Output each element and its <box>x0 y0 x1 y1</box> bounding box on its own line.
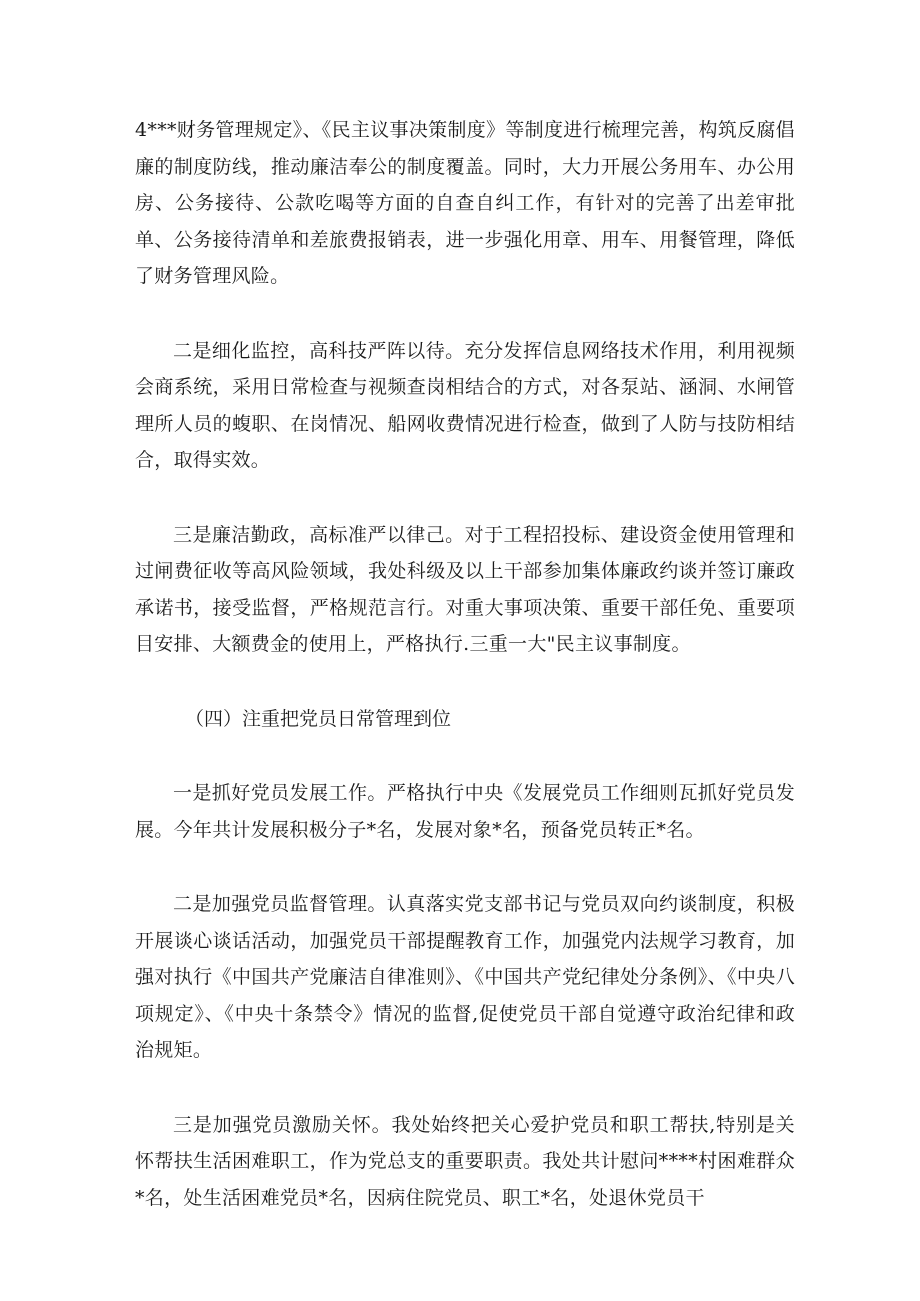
paragraph-monitoring: 二是细化监控，高科技严阵以待。充分发挥信息网络技术作用，利用视频会商系统，采用日常检查与视频查岗相结合的方式，对各泵站、涵洞、水闸管理所人员的蝮职、在岗情况、船网收费情况进行检查，做到了人防与技防相结合，取得实效。 <box>135 339 795 471</box>
paragraph-member-development: 一是抓好党员发展工作。严格执行中央《发展党员工作细则瓦抓好党员发展。今年共计发展积极分子*名，发展对象*名，预备党员转正*名。 <box>135 782 795 841</box>
paragraph-finance-rules: 4***财务管理规定》、《民主议事决策制度》等制度进行梳理完善，构筑反腐倡廉的制度防线，推动廉洁奉公的制度覆盖。同时，大力开展公务用车、办公用房、公务接待、公款吃喝等方面的自查自纠工作，有针对的完善了出差审批单、公务接待清单和差旅费报销表，进一步强化用章、用车、用餐管理，降低了财务管理风险。 <box>135 119 795 287</box>
paragraph-member-supervision: 二是加强党员监督管理。认真落实党支部书记与党员双向约谈制度，积极开展谈心谈话活动，加强党员干部提醒教育工作，加强党内法规学习教育，加强对执行《中国共产党廉洁自律准则》、《中国共产党纪律处分条例》、《中央八项规定》、《中央十条禁令》情况的监督,促使党员干部自觉遵守政治纪律和政治规矩。 <box>135 893 795 1061</box>
document-body <box>135 112 795 1216</box>
section-heading-party-member-management: （四）注重把党员日常管理到位 <box>185 707 452 730</box>
paragraph-integrity: 三是廉洁勤政，高标准严以律己。对于工程招投标、建设资金使用管理和过闸费征收等高风险领域，我处科级及以上干部参加集体廉政约谈并签订廉政承诺书，接受监督，严格规范言行。对重大事项决策、重要干部任免、重要项目安排、大额费金的使用上，严格执行.三重一大"民主议事制度。 <box>135 523 795 655</box>
paragraph-member-care: 三是加强党员激励关怀。我处始终把关心爱护党员和职工帮扶,特别是关怀帮扶生活困难职工，作为党总支的重要职责。我处共计慰问****村困难群众*名，处生活困难党员*名，因病住院党员、职工*名，处退休党员干 <box>135 1113 795 1209</box>
